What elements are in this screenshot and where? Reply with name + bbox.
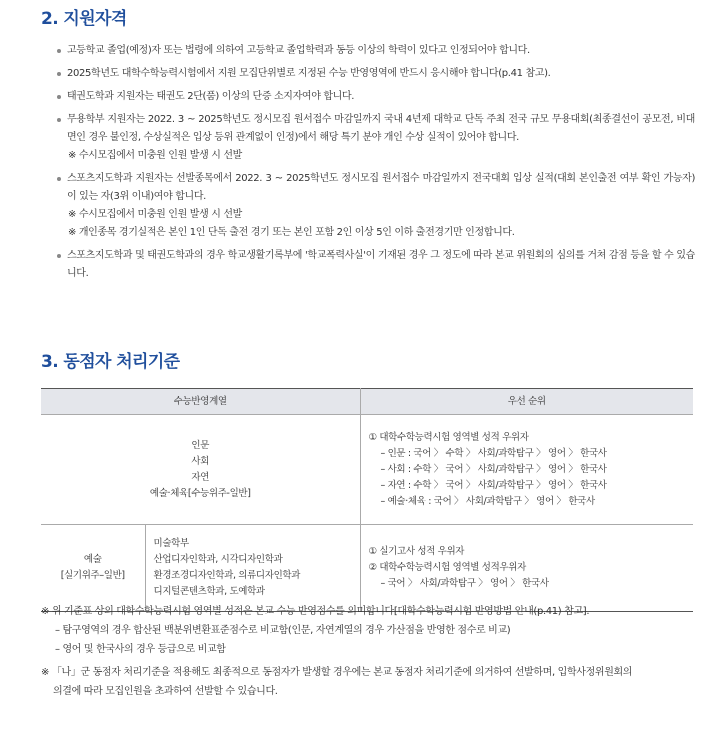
list-item-note: ※ 수시모집에서 미충원 인원 발생 시 선발: [68, 209, 242, 220]
list-item-text: 스포츠지도학과 지원자는 선발종목에서 2022. 3 ~ 2025학년도 정시모집 원서접수 마감일까지 전국대회 입상 실적(대회 본인출전 여부 확인 가능자)이 있는 자(3위 이내)여야 합니다.: [67, 173, 695, 202]
footnote: ※ 「나」군 동점자 처리기준을 적용해도 최종적으로 동점자가 발생할 경우에는 본교 동점자 처리기준에 의거하여 선발하며, 입학사정위원회의: [41, 667, 633, 678]
list-item-text: 태권도학과 지원자는 태권도 2단(품) 이상의 단증 소지자여야 합니다.: [67, 91, 355, 102]
field-label: 사회: [191, 455, 210, 467]
group-cell: [41, 525, 145, 612]
footnote: ※ 위 기준표 상의 대학수학능력시험 영역별 성적은 본교 수능 반영점수를 의미합니다[대학수학능력시험 반영방법 안내(p.41) 참고].: [41, 606, 590, 617]
priority-line: – 사회 : 수학 〉 국어 〉 사회/과학탐구 〉 영어 〉 한국사: [380, 463, 607, 475]
departments-cell: [145, 525, 360, 612]
tiebreak-table: [41, 388, 693, 612]
list-item-text: 2025학년도 대학수학능력시험에서 지원 모집단위별로 지정된 수능 반영영역에 반드시 응시해야 합니다(p.41 참고).: [67, 68, 551, 79]
list-item: [55, 247, 695, 283]
list-item: [55, 65, 695, 83]
priority-title: ② 대학수학능력시험 영역별 성적우위자: [368, 562, 526, 573]
group-name: 예술: [83, 554, 102, 565]
footnotes: [41, 602, 693, 701]
list-item-text: 무용학부 지원자는 2022. 3 ~ 2025학년도 정시모집 원서접수 마감일까지 국내 4년제 대학교 단독 주최 전국 규모 무용대회(최종결선이 공모전, 비대면인 경우 불인정, 수상실적은 입상 등위 관계없이 인정)에서 해당 특기 분야 개인 수상 실적이 있어야 합니다.: [67, 114, 695, 143]
department-line: 디지털콘텐츠학과, 도예학과: [153, 586, 265, 597]
list-item: [55, 170, 695, 242]
eligibility-list: [55, 42, 695, 288]
department-line: 산업디자인학과, 시각디자인학과: [153, 554, 283, 565]
priority-line: – 국어 〉 사회/과학탐구 〉 영어 〉 한국사: [380, 578, 549, 589]
priority-cell: [360, 525, 693, 612]
field-cell: [41, 415, 360, 525]
field-label: 자연: [191, 471, 210, 483]
field-label: 예술·체육[수능위주-일반]: [149, 487, 251, 499]
priority-line: – 인문 : 국어 〉 수학 〉 사회/과학탐구 〉 영어 〉 한국사: [380, 447, 607, 459]
footnote-continuation: 의결에 따라 모집인원을 초과하여 선발할 수 있습니다.: [53, 686, 278, 697]
footnote-sub: – 영어 및 한국사의 경우 등급으로 비교함: [55, 644, 226, 655]
table-header-row: [41, 389, 693, 415]
list-item-note: ※ 수시모집에서 미충원 인원 발생 시 선발: [68, 150, 242, 161]
department-line: 환경조경디자인학과, 의류디자인학과: [153, 570, 301, 581]
priority-title: ① 대학수학능력시험 영역별 성적 우위자: [368, 431, 529, 443]
section-title-tiebreak: 3. 동점자 처리기준: [41, 352, 180, 372]
group-sub: [실기위주–일반]: [60, 570, 125, 581]
field-label: 인문: [191, 439, 210, 451]
header-field: 수능반영계열: [41, 389, 360, 415]
department-line: 미술학부: [153, 538, 189, 549]
list-item: [55, 88, 695, 106]
table-row: [41, 415, 693, 525]
priority-title: ① 실기고사 성적 우위자: [368, 546, 465, 557]
list-item-text: 스포츠지도학과 및 태권도학과의 경우 학교생활기록부에 '학교폭력사실'이 기재된 경우 그 정도에 따라 본교 위원회의 심의를 거쳐 감점 등을 할 수 있습니다.: [67, 250, 695, 279]
section-title-eligibility: 2. 지원자격: [41, 9, 127, 29]
header-priority: 우선 순위: [360, 389, 693, 415]
footnote-sub: – 탐구영역의 경우 합산된 백분위변환표준점수로 비교함(인문, 자연계열의 경우 가산점을 반영한 점수로 비교): [55, 625, 511, 636]
table-row: [41, 525, 693, 612]
list-item: [55, 42, 695, 60]
priority-line: – 예술·체육 : 국어 〉 사회/과학탐구 〉 영어 〉 한국사: [380, 495, 595, 507]
list-item-text: 고등학교 졸업(예정)자 또는 법령에 의하여 고등학교 졸업학력과 동등 이상의 학력이 있다고 인정되어야 합니다.: [67, 45, 530, 56]
list-item: [55, 111, 695, 165]
list-item-note: ※ 개인종목 경기실적은 본인 1인 단독 출전 경기 또는 본인 포함 2인 이상 5인 이하 출전경기만 인정합니다.: [68, 227, 515, 238]
priority-line: – 자연 : 수학 〉 국어 〉 사회/과학탐구 〉 영어 〉 한국사: [380, 479, 607, 491]
priority-cell: [360, 415, 693, 525]
